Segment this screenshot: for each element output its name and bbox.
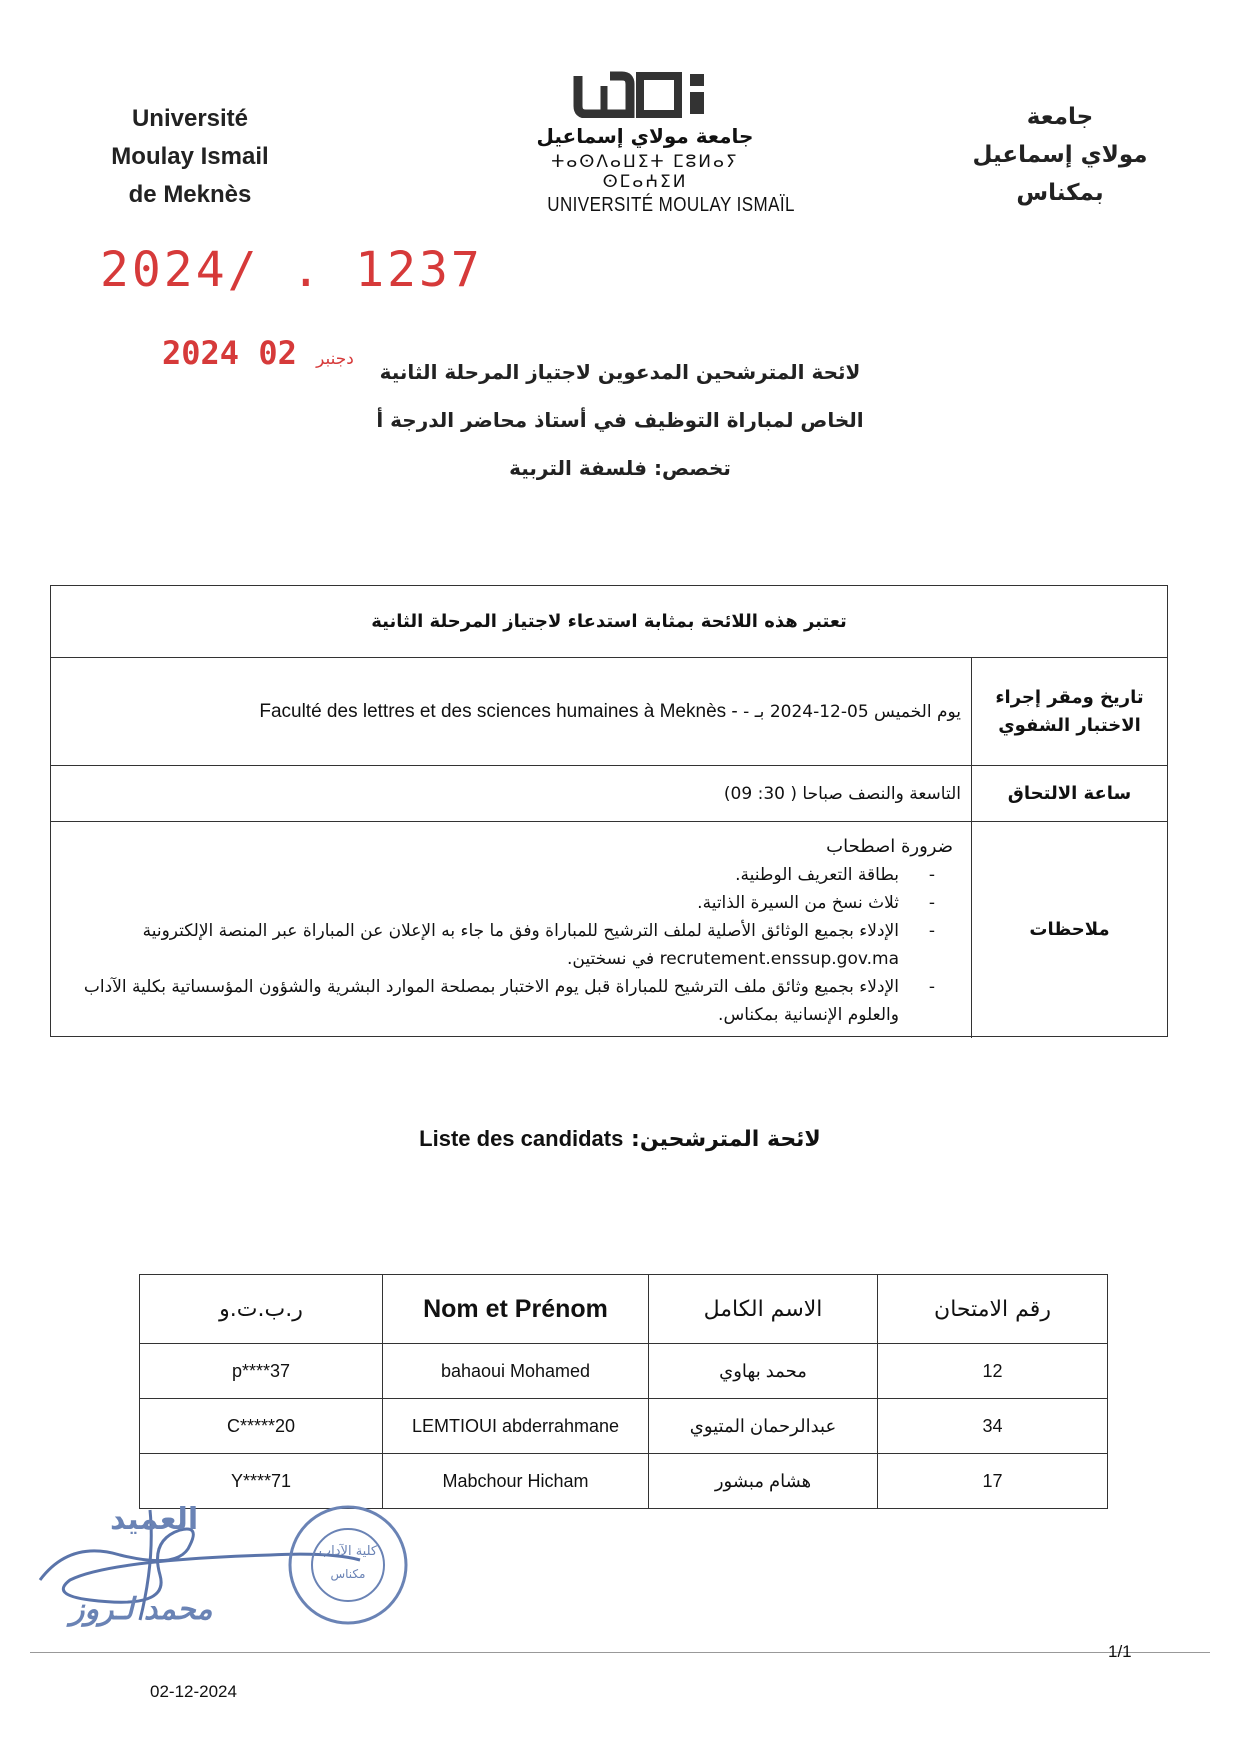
info-time-row	[51, 766, 1167, 822]
logo-tifinagh: ⵜⴰⵙⴷⴰⵡⵉⵜ ⵎⵓⵍⴰⵢ ⵙⵎⴰⵄⵉⵍ	[551, 152, 739, 192]
table-row	[140, 1399, 1108, 1454]
header-exam-number: رقم الامتحان	[878, 1275, 1108, 1344]
table-row	[140, 1344, 1108, 1399]
cell-name-fr: LEMTIOUI abderrahmane	[383, 1399, 649, 1454]
time-label: ساعة الالتحاق	[971, 766, 1167, 821]
title-line-2: الخاص لمباراة التوظيف في أستاذ محاضر الدرجة أ	[376, 408, 864, 432]
table-header-row	[140, 1275, 1108, 1344]
faculty-seal	[290, 1507, 406, 1623]
notes-label: ملاحظات	[971, 822, 1167, 1038]
cell-exam-number: 34	[878, 1399, 1108, 1454]
cell-exam-number: 12	[878, 1344, 1108, 1399]
cell-cin: Y****71	[140, 1454, 383, 1509]
info-banner: تعتبر هذه اللائحة بمثابة استدعاء لاجتياز المرحلة الثانية	[371, 611, 847, 632]
info-banner-row	[51, 586, 1167, 658]
registration-date-stamp: 2024 دجنبر 02	[162, 334, 354, 372]
dean-name: محمد لـروز	[70, 1592, 213, 1627]
candidates-list-title: Liste des candidats لائحة المترشحين:	[419, 1126, 821, 1152]
notes-list	[61, 861, 961, 1029]
svg-text:مكناس: مكناس	[330, 1567, 366, 1581]
cell-name-fr: bahaoui Mohamed	[383, 1344, 649, 1399]
page-number: 1/1	[1108, 1642, 1132, 1661]
header-name-fr: Nom et Prénom	[383, 1275, 649, 1344]
date-value: يوم الخميس 05-12-2024 بـ - Faculté des lettres et des sciences humaines à Meknès -	[259, 700, 961, 722]
header-name-ar: الاسم الكامل	[649, 1275, 878, 1344]
header-cin: ر.ب.ت.و	[140, 1275, 383, 1344]
title-line-3: تخصص: فلسفة التربية	[509, 456, 731, 480]
title-line-1: لائحة المترشحين المدعوين لاجتياز المرحلة الثانية	[379, 360, 861, 384]
umi-logo-mark	[570, 70, 720, 118]
svg-text:كلية الآداب: كلية الآداب	[318, 1544, 378, 1559]
info-date-row	[51, 658, 1167, 766]
note-item: - الإدلاء بجميع الوثائق الأصلية لملف الترشيح للمباراة وفق ما جاء به الإعلان عن المباراة عبر المنصة الإلكترونية recrutement.enssup.gov.ma في نسختين.	[73, 917, 899, 973]
cell-cin: p****37	[140, 1344, 383, 1399]
registration-number-stamp: 2024/ . 1237	[100, 242, 483, 298]
footer-divider	[30, 1652, 1210, 1653]
note-item: - ثلاث نسخ من السيرة الذاتية.	[73, 889, 899, 917]
notes-intro: ضرورة اصطحاب	[826, 836, 953, 857]
cell-exam-number: 17	[878, 1454, 1108, 1509]
cell-name-ar: هشام مبشور	[649, 1454, 878, 1509]
cell-name-ar: محمد بهاوي	[649, 1344, 878, 1399]
university-name-ar: جامعة مولاي إسماعيل بمكناس	[972, 104, 1148, 206]
cell-name-ar: عبدالرحمان المتيوي	[649, 1399, 878, 1454]
document-date: 02-12-2024	[150, 1682, 237, 1701]
date-label: تاريخ ومقر إجراء الاختبار الشفوي	[971, 658, 1167, 765]
note-item: - الإدلاء بجميع وثائق ملف الترشيح للمباراة قبل يوم الاختبار بمصلحة الموارد البشرية والشؤون المؤسساتية بكلية الآداب والعلوم الإنسانية بمكناس.	[73, 973, 899, 1029]
info-notes-row	[51, 822, 1167, 1038]
notes-value	[51, 822, 971, 1038]
logo-french: UNIVERSITÉ MOULAY ISMAÏL	[547, 194, 795, 216]
cell-name-fr: Mabchour Hicham	[383, 1454, 649, 1509]
candidates-table	[139, 1274, 1108, 1509]
university-name-fr: Université Moulay Ismail de Meknès	[111, 105, 269, 208]
cell-cin: C*****20	[140, 1399, 383, 1454]
convocation-info-table	[50, 585, 1168, 1037]
logo-arabic: جامعة مولاي إسماعيل	[536, 124, 754, 148]
time-value: التاسعة والنصف صباحا ( 30: 09)	[723, 783, 961, 804]
note-item: - بطاقة التعريف الوطنية.	[73, 861, 899, 889]
university-logo	[530, 70, 795, 217]
dean-title: العميد	[110, 1502, 199, 1537]
